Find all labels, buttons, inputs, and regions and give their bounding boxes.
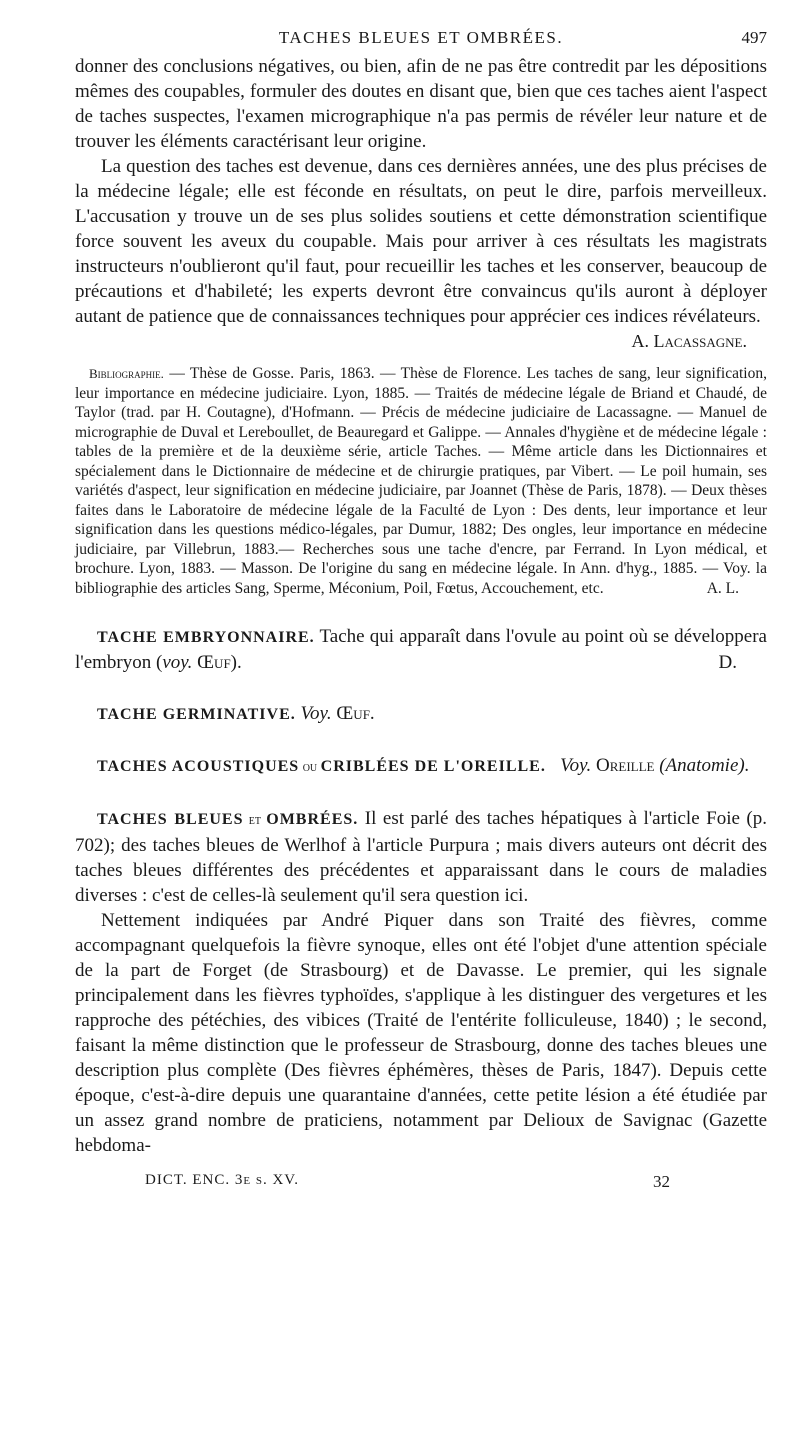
entry-close: ). xyxy=(230,652,242,673)
bibliography-initials: A. L. xyxy=(706,579,739,597)
entry-signature: D. xyxy=(718,652,737,673)
headword-ombrees: OMBRÉES. xyxy=(266,811,359,828)
signature-mark: DICT. ENC. 3e s. XV. xyxy=(145,1172,299,1188)
headword-tache-embryonnaire: TACHE EMBRYONNAIRE. xyxy=(97,629,315,646)
headword-taches-bleues: TACHES BLEUES xyxy=(97,811,244,828)
dictionary-page xyxy=(75,28,767,1194)
voy-ref: Voy. xyxy=(300,703,332,724)
voy-ref: voy. xyxy=(162,652,193,673)
bibliography-label: Bibliographie. xyxy=(89,366,164,381)
page-footer xyxy=(75,1172,767,1194)
headword-tache-germinative: TACHE GERMINATIVE. xyxy=(97,706,296,723)
entry-taches-bleues xyxy=(75,806,767,908)
headword-taches-acoustiques: TACHES ACOUSTIQUES xyxy=(97,758,300,775)
cross-reference: Œuf. xyxy=(331,703,375,724)
entry-tache-embryonnaire xyxy=(75,624,767,675)
continued-paragraph: donner des conclusions négatives, ou bien, afin de ne pas être contredit par les dépositions mêmes des coupables, formuler des doutes en disant que, bien que ces taches aient l'aspect de taches suspectes, l'examen micrographique n'a pas permis de révéler leur nature et de trouver les éléments caractérisant leur origine. xyxy=(75,56,767,152)
headword-criblees: CRIBLÉES DE L'OREILLE. xyxy=(320,758,546,775)
headword-conjunction: et xyxy=(243,813,267,828)
voy-ref: Voy. xyxy=(560,755,592,776)
bibliography xyxy=(75,364,767,598)
paragraph-piquer: Nettement indiquées par André Piquer dans son Traité des fièvres, comme accompagnant quelquefois la fièvre synoque, elles ont été l'objet d'une attention spéciale de la part de Forget (de Strasbourg) et de Davasse. Le premier, qui les signale principalement dans les fièvres typhoïdes, s'applique à les distinguer des vergetures et les rapproche des pétéchies, des vibices (Traité de l'entérite folliculeuse, 1840) ; le second, faisant la même distinction que le professeur de Strasbourg, donne des taches bleues une description plus complète (Des fièvres éphémères, thèses de Paris, 1847). Depuis cette époque, c'est-à-dire depuis une quarantaine d'années, cette petite lésion a été étudiée par un assez grand nombre de praticiens, notamment par Delioux de Savignac (Gazette hebdoma- xyxy=(75,910,767,1156)
entry-text: Il est parlé des taches hépatiques à l'article Foie (p. 702); des taches bleues de Werlhof à l'article Purpura ; mais divers auteurs ont décrit des taches bleues différentes des précédentes et apparaissant dans le cours de maladies diverses : c'est de celles-là seulement qu'il sera question ici. xyxy=(75,808,768,906)
sheet-number: 32 xyxy=(653,1172,670,1191)
headword-conjunction: ou xyxy=(299,760,321,775)
author-signature: A. Lacassagne. xyxy=(631,331,747,351)
entry-text: Tache qui apparaît dans l'ovule au point où se développera l'embryon ( xyxy=(75,626,767,673)
entry-tache-germinative xyxy=(75,701,767,727)
cross-reference-section: (Anatomie). xyxy=(659,755,750,776)
cross-reference: Œuf xyxy=(192,652,231,673)
running-header xyxy=(75,28,767,54)
running-title: TACHES BLEUES ET OMBRÉES. xyxy=(278,28,564,47)
entry-taches-acoustiques xyxy=(75,753,767,780)
cross-reference: Oreille xyxy=(591,755,655,776)
paragraph-question-des-taches: La question des taches est devenue, dans ces dernières années, une des plus précises de la médecine légale; elle est féconde en résultats, on peut le dire, parfois merveilleux. L'accusation y trouve un de ses plus solides soutiens et cette démonstration scientifique force souvent les aveux du coupable. Mais pour arriver à ces résultats les magistrats instructeurs n'oublieront qu'il faut, pour recueillir les taches et les conserver, beaucoup de précautions et d'habileté; les experts devront être convaincus qu'ils auront à déployer autant de patience que de connaissances techniques pour apprécier ces indices révélateurs. xyxy=(75,156,767,327)
page-number: 497 xyxy=(741,28,767,47)
bibliography-text: — Thèse de Gosse. Paris, 1863. — Thèse de Florence. Les taches de sang, leur signification, leur importance en médecine judiciaire. Lyon, 1885. — Traités de médecine légale de Briand et Chaudé, de Taylor (trad. par H. Coutagne), d'Hofmann. — Précis de médecine judiciaire de Lacassagne. — Manuel de micrographie de Duval et Lereboullet, de Beauregard et Galippe. — Annales d'hygiène et de médecine légale : tables de la première et de la deuxième série, article Taches. — Même article dans les Dictionnaires et spécialement dans le Dictionnaire de médecine et de chirurgie pratiques, par Vibert. — Le poil humain, ses variétés d'aspect, leur signification en médecine judiciaire, par Joannet (Thèse de Paris, 1878). — Deux thèses faites dans le Laboratoire de médecine légale de la Faculté de Lyon : Des dents, leur importance et leur signification dans les questions médico-légales, par Dumur, 1882; Des ongles, leur importance en médecine judiciaire, par Villebrun, 1883.— Recherches sous une tache d'encre, par Ferrand. In Lyon médical, et brochure. Lyon, 1883. — Masson. De l'origine du sang en médecine légale. In Ann. d'hyg., 1885. — Voy. la bibliographie des articles Sang, Sperme, Méconium, Poil, Fœtus, Accouchement, etc. xyxy=(75,365,767,597)
